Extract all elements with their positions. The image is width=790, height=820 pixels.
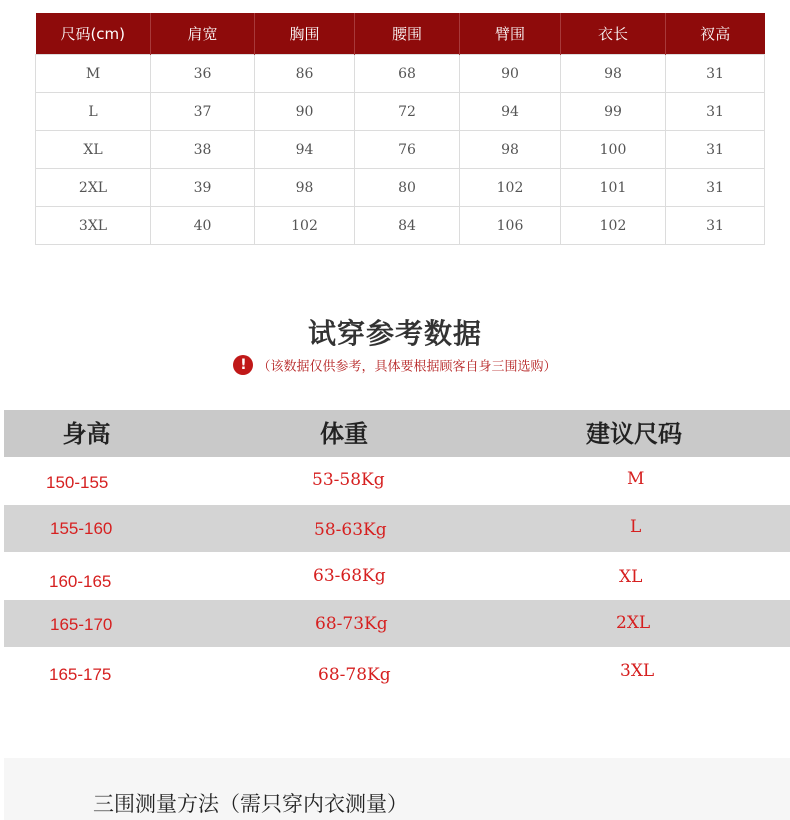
fit-row	[4, 600, 790, 647]
fit-row-size: XL	[619, 567, 643, 587]
table-cell: 100	[561, 131, 666, 169]
fit-header-size: 建议尺码	[586, 419, 682, 448]
table-row	[36, 169, 765, 207]
fit-row-weight: 63-68Kg	[313, 566, 386, 586]
fit-row-size: M	[627, 469, 645, 489]
table-cell: 102	[561, 207, 666, 245]
table-cell: XL	[36, 131, 151, 169]
fit-row-weight: 53-58Kg	[312, 470, 385, 490]
size-table	[35, 13, 765, 245]
fit-row	[4, 648, 790, 695]
table-cell: 94	[460, 93, 561, 131]
fit-section-title: 试穿参考数据	[307, 317, 482, 350]
table-cell: 38	[151, 131, 255, 169]
table-cell: 99	[561, 93, 666, 131]
fit-row-size: L	[630, 517, 642, 537]
table-cell: 102	[460, 169, 561, 207]
table-cell: 31	[666, 131, 765, 169]
table-cell: 40	[151, 207, 255, 245]
table-cell: 31	[666, 55, 765, 93]
table-cell: 31	[666, 93, 765, 131]
header-slit: 衩高	[666, 13, 765, 55]
table-cell: M	[36, 55, 151, 93]
table-cell: 36	[151, 55, 255, 93]
fit-note	[0, 355, 790, 375]
fit-row-height: 155-160	[50, 519, 113, 538]
fit-row	[4, 505, 790, 552]
fit-note-text: （该数据仅供参考，具体要根据顾客自身三围选购）	[257, 359, 557, 375]
table-cell: 39	[151, 169, 255, 207]
fit-row-size: 2XL	[616, 613, 651, 633]
table-cell: 98	[561, 55, 666, 93]
table-cell: 72	[355, 93, 460, 131]
table-cell: 84	[355, 207, 460, 245]
table-cell: 2XL	[36, 169, 151, 207]
header-arm: 臂围	[460, 13, 561, 55]
fit-row-weight: 68-78Kg	[318, 665, 391, 685]
table-cell: 68	[355, 55, 460, 93]
table-cell: 98	[255, 169, 355, 207]
header-length: 衣长	[561, 13, 666, 55]
table-row	[36, 55, 765, 93]
header-waist: 腰围	[355, 13, 460, 55]
table-row	[36, 93, 765, 131]
measure-section-title: 三围测量方法（需只穿内衣测量）	[93, 792, 408, 816]
fit-row-height: 150-155	[46, 473, 109, 492]
size-table-header	[36, 13, 765, 55]
table-cell: 94	[255, 131, 355, 169]
fit-header-height: 身高	[62, 419, 111, 448]
header-shoulder: 肩宽	[151, 13, 255, 55]
table-cell: 37	[151, 93, 255, 131]
table-cell: 90	[460, 55, 561, 93]
table-cell: 3XL	[36, 207, 151, 245]
fit-row	[4, 553, 790, 600]
fit-row-height: 160-165	[49, 572, 112, 591]
header-size: 尺码(cm)	[36, 13, 151, 55]
table-cell: 90	[255, 93, 355, 131]
fit-table-header	[4, 410, 790, 457]
table-cell: 86	[255, 55, 355, 93]
table-cell: 102	[255, 207, 355, 245]
fit-row-weight: 68-73Kg	[315, 614, 388, 634]
fit-row-weight: 58-63Kg	[314, 520, 387, 540]
warning-icon: !	[233, 355, 253, 375]
header-chest: 胸围	[255, 13, 355, 55]
fit-row	[4, 458, 790, 505]
table-cell: 31	[666, 207, 765, 245]
table-row	[36, 131, 765, 169]
fit-row-height: 165-170	[50, 615, 113, 634]
table-cell: 98	[460, 131, 561, 169]
table-cell: 106	[460, 207, 561, 245]
fit-row-height: 165-175	[49, 665, 112, 684]
table-row	[36, 207, 765, 245]
fit-row-size: 3XL	[620, 661, 655, 681]
table-cell: 101	[561, 169, 666, 207]
fit-header-weight: 体重	[320, 419, 368, 448]
table-cell: 31	[666, 169, 765, 207]
table-cell: L	[36, 93, 151, 131]
table-cell: 80	[355, 169, 460, 207]
table-cell: 76	[355, 131, 460, 169]
